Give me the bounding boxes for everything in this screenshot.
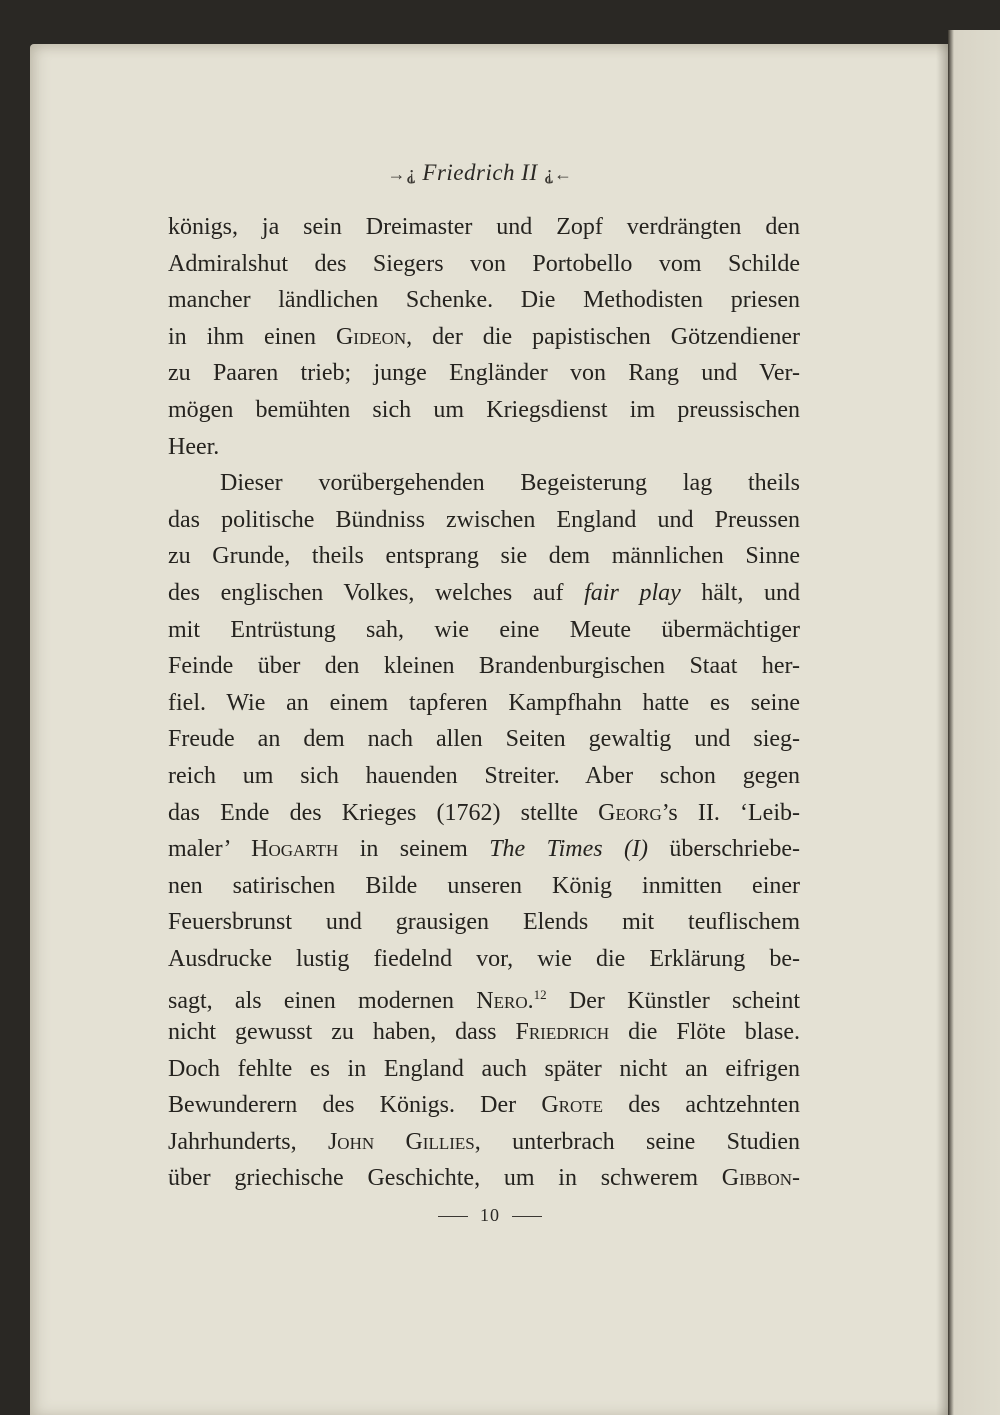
- styled-text: Gibbon-: [721, 1165, 800, 1192]
- text-run: das politische Bündniss zwischen England und Preussen: [168, 506, 800, 533]
- page-number: [420, 1205, 560, 1226]
- text-line: [168, 282, 800, 319]
- text-run: Bewunderern des Königs. Der: [168, 1092, 542, 1119]
- styled-text: fair play: [584, 579, 681, 606]
- text-line: [168, 721, 800, 758]
- text-line: [168, 648, 800, 685]
- text-run: das Ende des Krieges (1762) stellte: [168, 799, 599, 826]
- text-line: [168, 465, 800, 502]
- text-run: des achtzehnten: [603, 1092, 801, 1119]
- styled-text: Hogarth: [251, 836, 339, 863]
- styled-text: Nero.: [476, 988, 534, 1015]
- text-line: [168, 1051, 800, 1088]
- text-run: in ihm einen: [168, 323, 336, 350]
- text-line: [168, 904, 800, 941]
- text-run: in seinem: [338, 836, 490, 863]
- text-run: hält, und: [680, 579, 800, 606]
- folio-dash-right: [512, 1216, 542, 1217]
- text-run: mit Entrüstung sah, wie eine Meute übermächtiger: [168, 616, 800, 643]
- text-line: [168, 868, 800, 905]
- text-line: [168, 246, 800, 283]
- text-line: [168, 209, 800, 246]
- header-ornament-right: ⸘←: [543, 164, 573, 184]
- footnote-marker: 12: [533, 987, 547, 1003]
- text-run: die Flöte blase.: [609, 1019, 801, 1046]
- styled-text: John Gillies: [327, 1128, 475, 1155]
- header-ornament-left: →⸘: [387, 164, 417, 184]
- text-run: zu Paaren trieb; junge Engländer von Rang und Ver-: [168, 360, 800, 387]
- text-run: ’s II. ‘Leib-: [661, 799, 800, 826]
- text-line: [168, 319, 800, 356]
- text-run: maler’: [168, 836, 252, 863]
- text-run: , unterbrach seine Studien: [474, 1128, 800, 1155]
- text-line: [168, 941, 800, 978]
- text-run: Ausdrucke lustig fiedelnd vor, wie die Erklärung be-: [168, 945, 800, 972]
- text-run: über griechische Geschichte, um in schwerem: [168, 1165, 722, 1192]
- text-line: [168, 502, 800, 539]
- running-header: [340, 160, 620, 194]
- text-line: [168, 1124, 800, 1161]
- text-run: mancher ländlichen Schenke. Die Methodisten priesen: [168, 287, 800, 314]
- text-run: Doch fehlte es in England auch später nicht an eifrigen: [168, 1055, 800, 1082]
- text-line: [168, 575, 800, 612]
- styled-text: Georg: [598, 799, 662, 826]
- text-run: Heer.: [168, 433, 220, 460]
- text-line: [168, 538, 800, 575]
- text-line: [168, 612, 800, 649]
- text-run: nicht gewusst zu haben, dass: [168, 1019, 516, 1046]
- text-run: nen satirischen Bilde unseren König inmitten einer: [168, 872, 800, 899]
- folio-dash-left: [438, 1216, 468, 1217]
- text-line: [168, 429, 800, 466]
- text-run: reich um sich hauenden Streiter. Aber schon gegen: [168, 762, 800, 789]
- styled-text: Friedrich: [515, 1019, 610, 1046]
- text-run: überschriebe-: [648, 836, 801, 863]
- text-line: [168, 1014, 800, 1051]
- text-run: fiel. Wie an einem tapferen Kampfhahn hatte es seine: [168, 689, 800, 716]
- text-run: des englischen Volkes, welches auf: [168, 579, 585, 606]
- text-line: [168, 831, 800, 868]
- styled-text: The Times (I): [489, 836, 648, 863]
- text-run: königs, ja sein Dreimaster und Zopf verdrängten den: [168, 214, 800, 240]
- text-run: Dieser vorübergehenden Begeisterung lag theils: [220, 470, 800, 497]
- text-line: [168, 1160, 800, 1197]
- text-run: sagt, als einen modernen: [168, 988, 477, 1015]
- body-text: [168, 209, 800, 1197]
- text-line: [168, 685, 800, 722]
- text-line: [168, 355, 800, 392]
- text-run: Feuersbrunst und grausigen Elends mit teuflischem: [168, 909, 800, 936]
- text-run: Jahrhunderts,: [168, 1128, 328, 1155]
- text-line: [168, 392, 800, 429]
- text-run: Freude an dem nach allen Seiten gewaltig und sieg-: [168, 726, 800, 753]
- styled-text: Gideon: [335, 323, 407, 350]
- styled-text: Grote: [541, 1092, 604, 1119]
- text-run: Feinde über den kleinen Brandenburgischen Staat her-: [168, 653, 800, 680]
- text-line: [168, 758, 800, 795]
- text-run: , der die papistischen Götzendiener: [406, 323, 801, 350]
- text-line: [168, 977, 800, 1014]
- text-line: [168, 1087, 800, 1124]
- text-run: Admiralshut des Siegers von Portobello vom Schilde: [168, 250, 800, 277]
- text-run: mögen bemühten sich um Kriegsdienst im preussischen: [168, 396, 800, 423]
- facing-page-edge: [948, 30, 1000, 1415]
- page-number-value: 10: [480, 1205, 500, 1225]
- text-run: zu Grunde, theils entsprang sie dem männlichen Sinne: [168, 543, 800, 570]
- text-line: [168, 795, 800, 832]
- text-run: Der Künstler scheint: [546, 988, 800, 1015]
- running-title: Friedrich II: [422, 160, 538, 185]
